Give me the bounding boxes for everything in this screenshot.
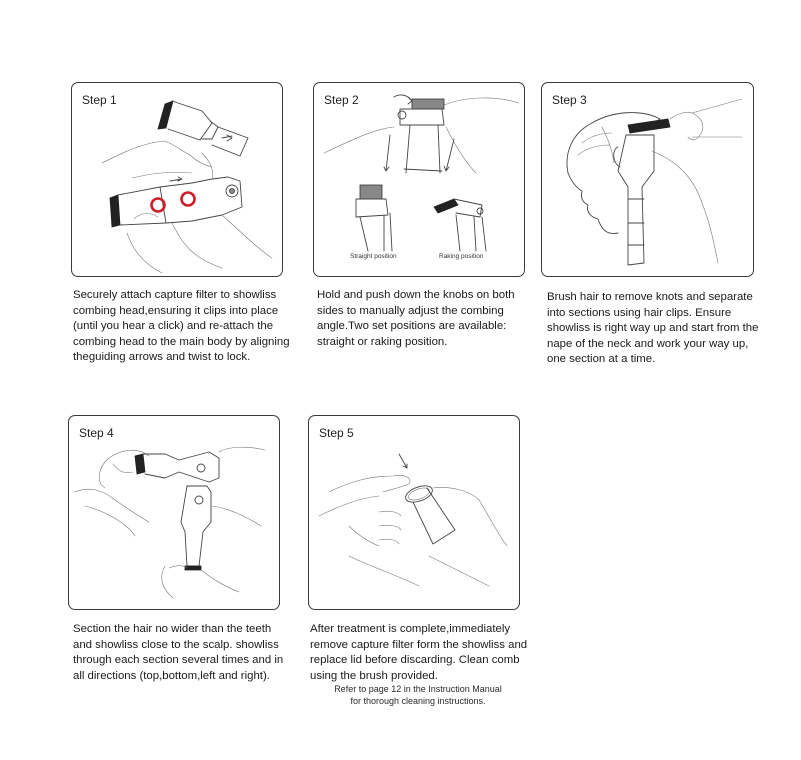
comb-head-adjust-icon [324,95,519,173]
step-5-illustration [309,416,521,611]
raking-position-caption: Raking position [439,253,484,260]
comb-head-icon [102,101,248,178]
device-horizontal-icon [75,447,265,536]
step-4-panel [68,415,280,610]
step-5-label: Step 5 [319,426,354,440]
step-4-illustration [69,416,281,611]
step-5-panel [308,415,520,610]
device-icon [618,119,670,265]
step-2-description: Hold and push down the knobs on both sides to manually adjust the combing angle.Two set positions are available: straight or raking position. [317,289,515,348]
step-1-description: Securely attach capture filter to showliss combing head,ensuring it clips into place (until you hear a click) and re-attach the combing head to the main body by aligning theguiding arrows and twist to lock. [73,289,290,363]
raking-position-icon [434,199,486,251]
step-3-panel [541,82,754,277]
alignment-marker-2-icon [182,193,195,206]
step-3-illustration [542,83,755,278]
device-vertical-icon [162,486,261,598]
step-5-description: After treatment is complete,immediately remove capture filter form the showliss and replace lid before discarding. Clean comb using the brush provided. [310,623,528,682]
step-2-illustration [314,83,526,278]
step-3-description: Brush hair to remove knots and separate into sections using hair clips. Ensure showliss is right way up and start from the nape of the neck and work your way up, one section at a time. [547,291,759,365]
straight-position-caption: Straight position [350,253,397,260]
step-2-panel [313,82,525,277]
step-3-label: Step 3 [552,93,587,107]
step-2-label: Step 2 [324,93,359,107]
arrow-down-icon [399,454,407,468]
step-1-label: Step 1 [82,93,117,107]
step-1-illustration [72,83,284,278]
step-4-description: Section the hair no wider than the teeth and showliss close to the scalp. showliss through each section several times and in all directions (top,bottom,left and right). [73,623,284,682]
step-4-label: Step 4 [79,426,114,440]
hands-icon [319,475,507,586]
step-5-cleaning-note: Refer to page 12 in the Instruction Manual for thorough cleaning instructions. [334,684,502,706]
step-1-panel [71,82,283,277]
device-body-icon [110,177,272,273]
straight-position-icon [356,185,392,251]
capture-filter-icon [403,483,455,544]
